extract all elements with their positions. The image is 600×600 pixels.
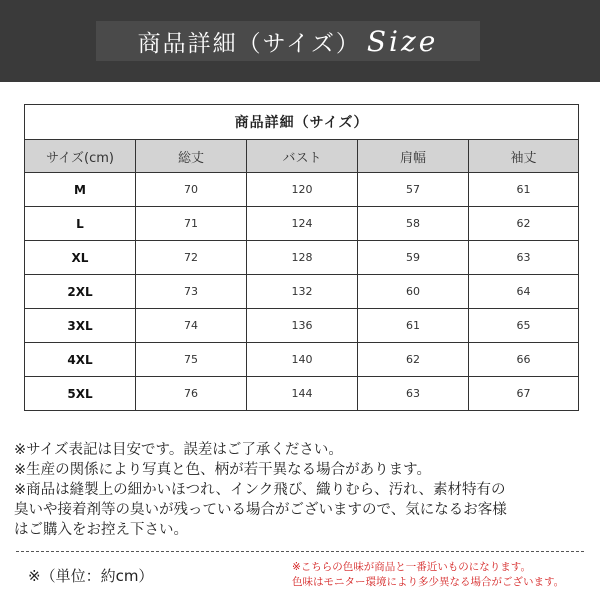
value-cell: 61: [469, 173, 579, 207]
value-cell: 65: [469, 309, 579, 343]
value-cell: 61: [358, 309, 469, 343]
unit-note: ※（単位：約cm）: [28, 567, 154, 585]
table-row: [25, 275, 579, 309]
value-cell: 58: [358, 207, 469, 241]
value-cell: 57: [358, 173, 469, 207]
value-cell: 64: [469, 275, 579, 309]
value-cell: 144: [247, 377, 358, 411]
size-cell: XL: [25, 241, 136, 275]
column-header-sleeve: 袖丈: [469, 140, 579, 173]
notes-block: [14, 440, 594, 540]
value-cell: 70: [136, 173, 247, 207]
note-line: ※生産の関係により写真と色、柄が若干異なる場合があります。: [14, 462, 431, 478]
table-title: 商品詳細（サイズ）: [25, 105, 579, 140]
color-note: [292, 560, 592, 590]
value-cell: 120: [247, 173, 358, 207]
table-header-row: [25, 140, 579, 173]
value-cell: 67: [469, 377, 579, 411]
value-cell: 76: [136, 377, 247, 411]
value-cell: 124: [247, 207, 358, 241]
size-cell: M: [25, 173, 136, 207]
color-note-line: 色味はモニター環境により多少異なる場合がございます。: [292, 576, 565, 588]
size-cell: 4XL: [25, 343, 136, 377]
size-cell: L: [25, 207, 136, 241]
size-cell: 2XL: [25, 275, 136, 309]
note-line: はご購入をお控え下さい。: [14, 522, 188, 538]
note-line: 臭いや接着剤等の臭いが残っている場合がございますので、気になるお客様: [14, 502, 507, 518]
value-cell: 128: [247, 241, 358, 275]
value-cell: 59: [358, 241, 469, 275]
value-cell: 63: [358, 377, 469, 411]
value-cell: 62: [358, 343, 469, 377]
header-banner: [0, 0, 600, 82]
value-cell: 73: [136, 275, 247, 309]
column-header-size: サイズ(cm): [25, 140, 136, 173]
value-cell: 62: [469, 207, 579, 241]
color-note-line: ※こちらの色味が商品と一番近いものになります。: [292, 561, 531, 573]
value-cell: 60: [358, 275, 469, 309]
column-header-shoulder: 肩幅: [358, 140, 469, 173]
banner-title: 商品詳細（サイズ）: [137, 30, 361, 57]
value-cell: 132: [247, 275, 358, 309]
table-row: [25, 377, 579, 411]
value-cell: 66: [469, 343, 579, 377]
column-header-bust: バスト: [247, 140, 358, 173]
value-cell: 75: [136, 343, 247, 377]
dashed-divider: [16, 551, 584, 552]
value-cell: 74: [136, 309, 247, 343]
table-row: [25, 173, 579, 207]
table-row: [25, 207, 579, 241]
note-line: ※サイズ表記は目安です。誤差はご了承ください。: [14, 442, 343, 458]
value-cell: 136: [247, 309, 358, 343]
size-cell: 3XL: [25, 309, 136, 343]
value-cell: 63: [469, 241, 579, 275]
size-cell: 5XL: [25, 377, 136, 411]
value-cell: 72: [136, 241, 247, 275]
table-row: [25, 241, 579, 275]
table-row: [25, 309, 579, 343]
banner-subtitle: Size: [366, 24, 439, 58]
banner-title-box: [96, 21, 480, 61]
note-line: ※商品は縫製上の細かいほつれ、インク飛び、織りむら、汚れ、素材特有の: [14, 482, 506, 498]
size-table: [24, 104, 579, 411]
value-cell: 140: [247, 343, 358, 377]
column-header-length: 総丈: [136, 140, 247, 173]
table-row: [25, 343, 579, 377]
value-cell: 71: [136, 207, 247, 241]
